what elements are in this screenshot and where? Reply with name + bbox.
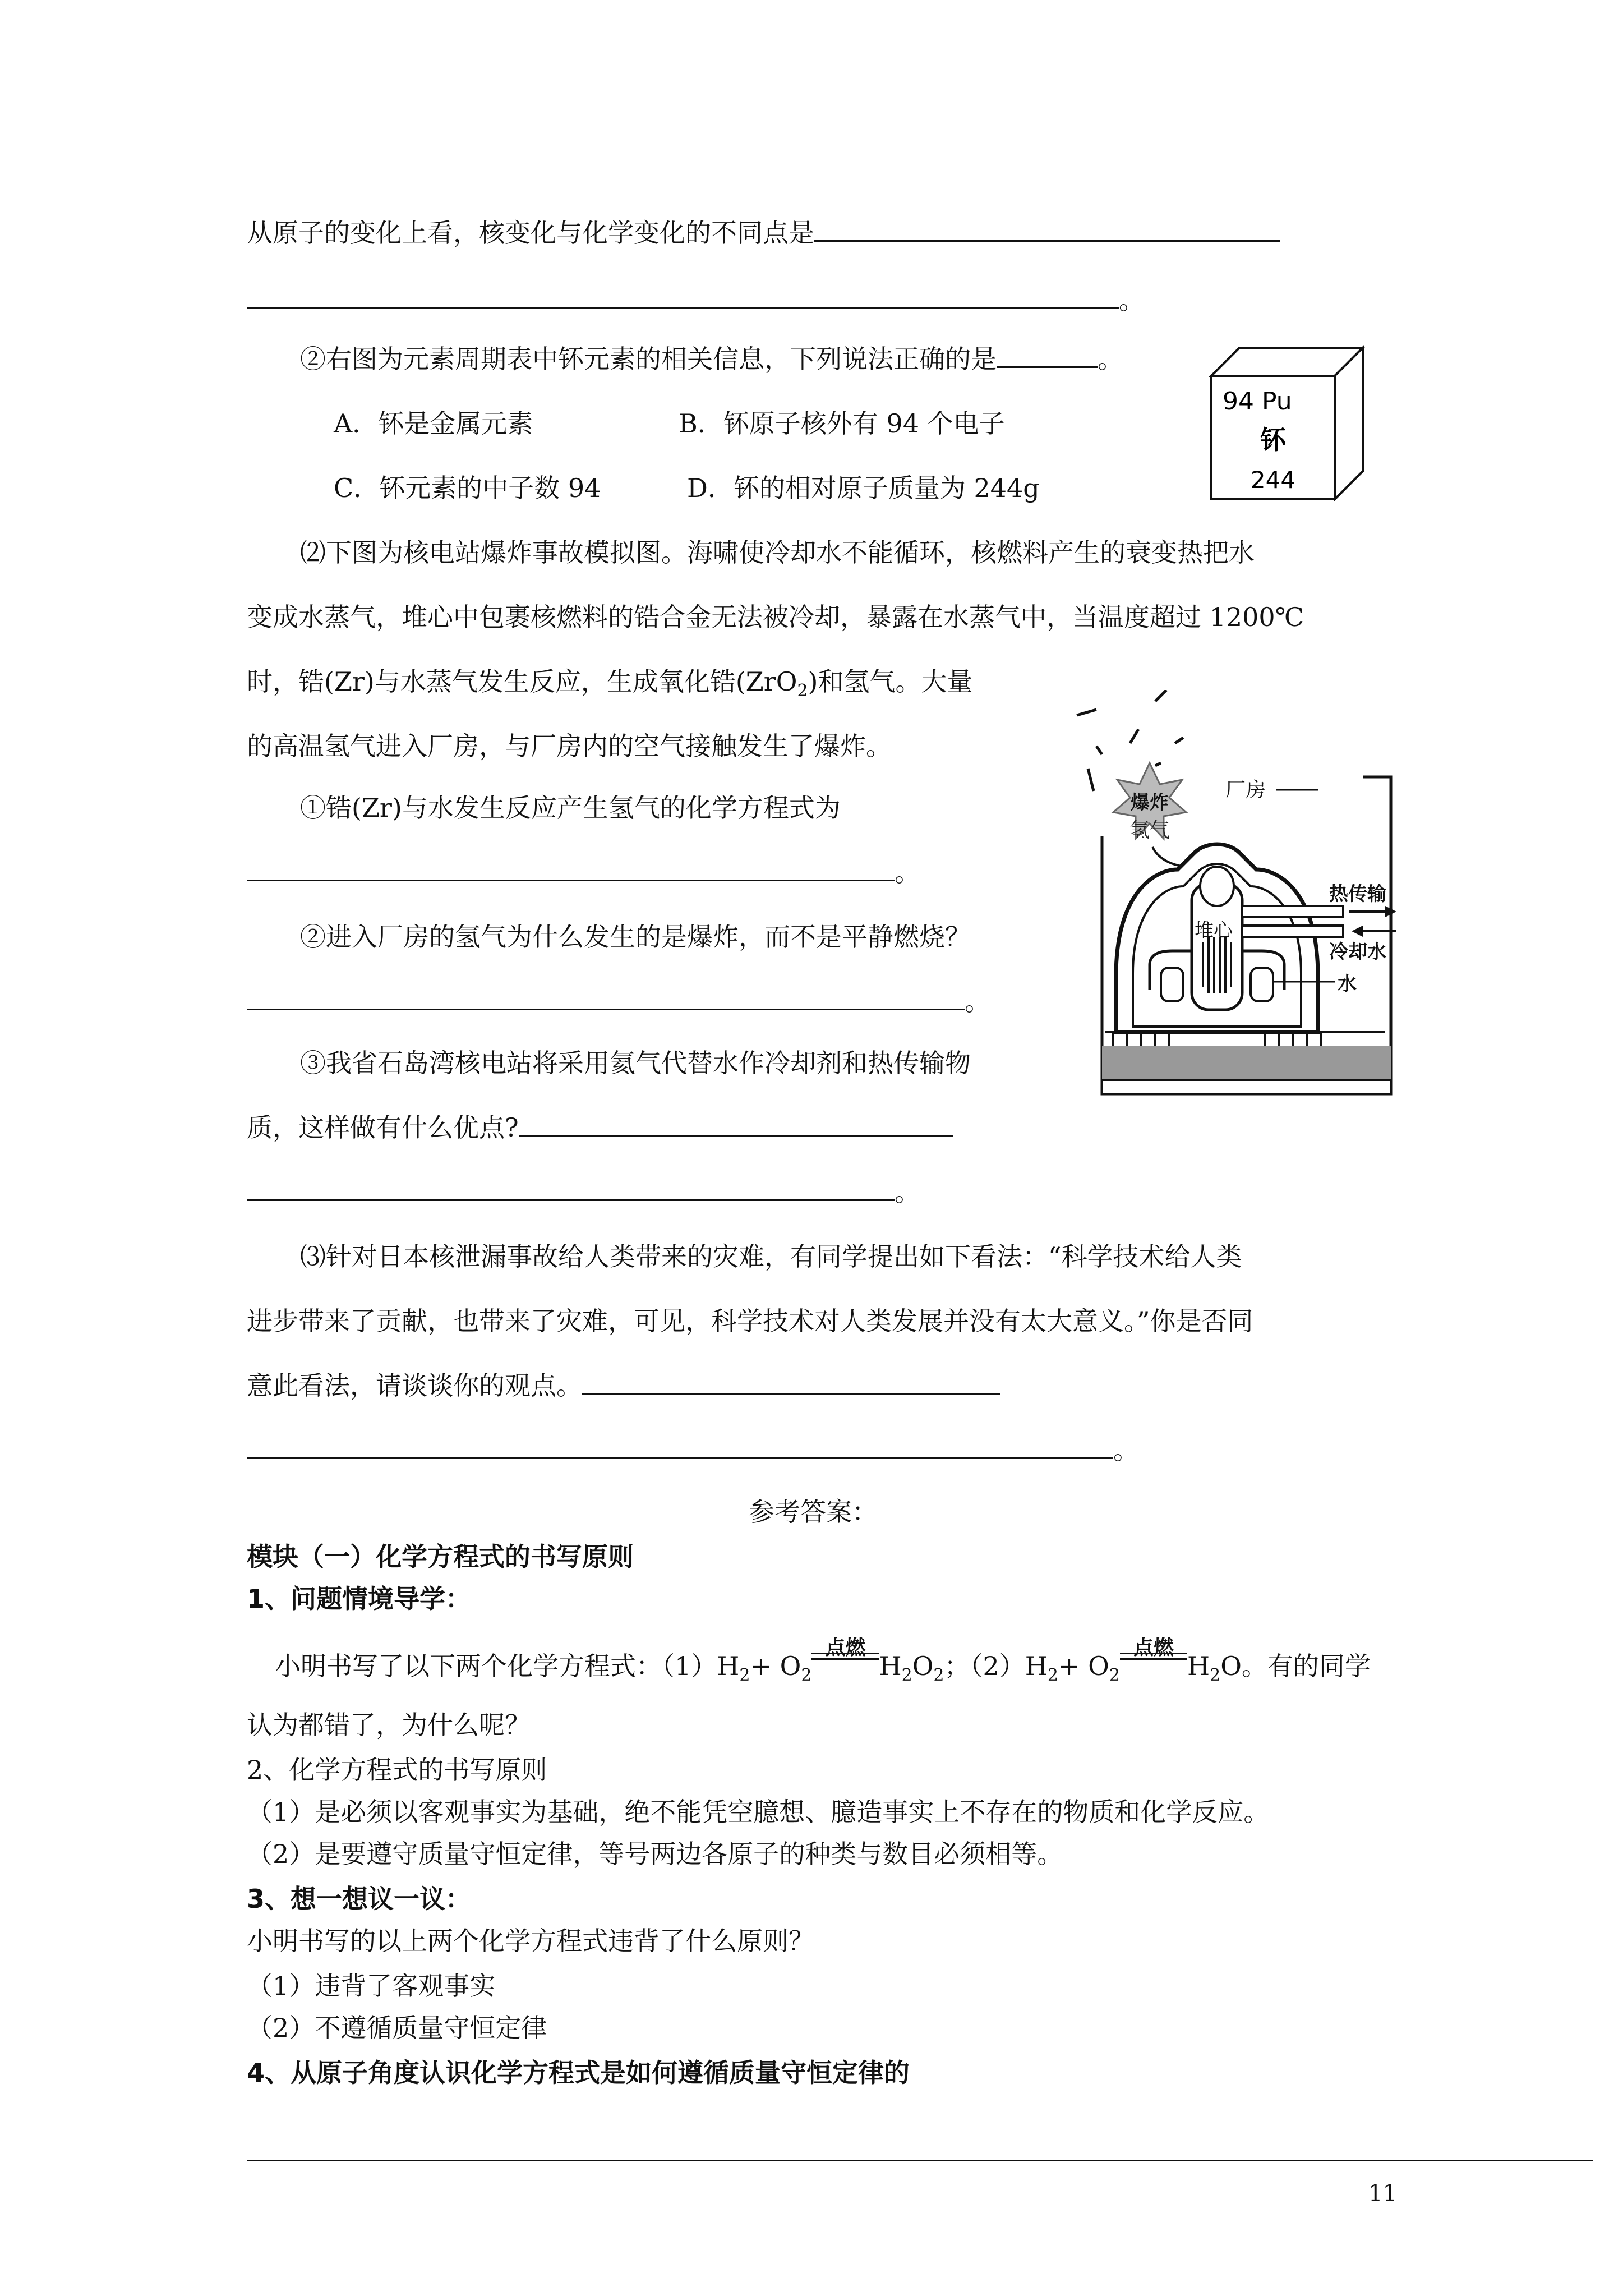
element-number-symbol: 94 Pu: [1223, 387, 1292, 416]
answer-blank[interactable]: [247, 1435, 1113, 1459]
q2-s2-answer: 。: [247, 984, 990, 1018]
element-name: 钚: [1260, 425, 1286, 455]
q1-sub2-prompt: ②右图为元素周期表中钚元素的相关信息，下列说法正确的是 。: [300, 344, 1123, 374]
equation-line-2: 认为都错了，为什么呢？: [247, 1710, 531, 1740]
answer-blank[interactable]: [247, 857, 895, 881]
hydrogen-label: 氢气: [1129, 819, 1170, 842]
q2-s3-answer: 。: [247, 1175, 920, 1209]
answer-blank[interactable]: [997, 344, 1098, 368]
reaction-arrow: 点燃: [811, 1653, 879, 1675]
q2-s3b: 质，这样做有什么优点?: [247, 1111, 953, 1144]
answer-blank[interactable]: [519, 1112, 953, 1137]
q1-line2: 。: [247, 283, 1145, 317]
q2-para4: 的高温氢气进入厂房，与厂房内的空气接触发生了爆炸。: [247, 731, 892, 761]
option-d[interactable]: D．钚的相对原子质量为 244g: [687, 473, 1040, 503]
plant-label: 厂房: [1225, 779, 1266, 802]
answer-blank[interactable]: [247, 986, 965, 1010]
section-1-heading: 1、问题情境导学：: [247, 1584, 472, 1614]
q2-s1-answer: 。: [247, 855, 920, 889]
core-label: 堆心: [1195, 919, 1233, 942]
q1-line1: 从原子的变化上看，核变化与化学变化的不同点是: [247, 216, 1280, 250]
answer-2: （2）不遵循质量守恒定律: [247, 2013, 547, 2043]
element-mass: 244: [1250, 466, 1296, 494]
answer-blank[interactable]: [247, 1177, 895, 1201]
principle-1: （1）是必须以客观事实为基础，绝不能凭空臆想、臆造事实上不存在的物质和化学反应。: [247, 1797, 1270, 1827]
q3-para2: 进步带来了贡献，也带来了灾难，可见，科学技术对人类发展并没有太大意义。”你是否同: [247, 1306, 1253, 1336]
q3-para3: 意此看法，请谈谈你的观点。: [247, 1369, 1000, 1402]
explosion-label: 爆炸: [1131, 792, 1169, 814]
section-3-question: 小明书写的以上两个化学方程式违背了什么原则？: [247, 1926, 814, 1956]
answer-blank[interactable]: [582, 1370, 1000, 1395]
section-4-heading: 4、从原子角度认识化学方程式是如何遵循质量守恒定律的: [247, 2058, 910, 2088]
q2-para2: 变成水蒸气，堆心中包裹核燃料的锆合金无法被冷却，暴露在水蒸气中，当温度超过 1200℃: [247, 602, 1304, 632]
q2-para1: ⑵下图为核电站爆炸事故模拟图。海啸使冷却水不能循环，核燃料产生的衰变热把水: [300, 537, 1255, 568]
q3-answer: 。: [247, 1433, 1139, 1467]
cooling-water-label: 冷却水: [1329, 941, 1386, 963]
heat-transfer-label: 热传输: [1329, 883, 1386, 905]
element-card: [1200, 342, 1380, 510]
option-b[interactable]: B．钚原子核外有 94 个电子: [679, 408, 1005, 439]
equation-line: 小明书写了以下两个化学方程式：$(1)H_2+ O_2$ 点燃 $H_2O_2$；$(2)H_2+ O_2$ 点燃 $H_2O$。有的同学: [275, 1636, 1371, 1686]
module-title: 模块（一）化学方程式的书写原则: [247, 1542, 634, 1572]
water-label: 水: [1338, 973, 1357, 995]
principle-2: （2）是要遵守质量守恒定律，等号两边各原子的种类与数目必须相等。: [247, 1839, 1063, 1869]
nuclear-plant-diagram: [1071, 690, 1408, 1105]
answers-heading: 参考答案：: [749, 1497, 878, 1527]
answer-blank[interactable]: [814, 218, 1280, 242]
answer-blank[interactable]: [247, 285, 1119, 309]
q2-s2: ②进入厂房的氢气为什么发生的是爆炸，而不是平静燃烧？: [300, 922, 971, 952]
section-2-heading: 2、化学方程式的书写原则: [247, 1755, 547, 1785]
section-3-heading: 3、想一想议一议：: [247, 1884, 472, 1914]
page-number: 11: [1368, 2180, 1397, 2206]
q2-para3: 时，锆(Zr)与水蒸气发生反应，生成氧化锆(ZrO$_2$)和氢气。大量: [247, 666, 973, 701]
q3-para1: ⑶针对日本核泄漏事故给人类带来的灾难，有同学提出如下看法：“科学技术给人类: [300, 1241, 1242, 1272]
q2-s1: ①锆(Zr)与水发生反应产生氢气的化学方程式为: [300, 793, 841, 823]
footer-rule: [247, 2160, 1593, 2161]
q2-s3: ③我省石岛湾核电站将采用氦气代替水作冷却剂和热传输物: [300, 1048, 971, 1078]
debris-marks: [1077, 690, 1183, 791]
option-a[interactable]: A．钚是金属元素: [334, 408, 533, 439]
answer-1: （1）违背了客观事实: [247, 1971, 496, 2001]
option-c[interactable]: C．钚元素的中子数 94: [334, 473, 601, 503]
water-pool: [1102, 1046, 1391, 1080]
reaction-arrow: 点燃: [1120, 1653, 1187, 1675]
